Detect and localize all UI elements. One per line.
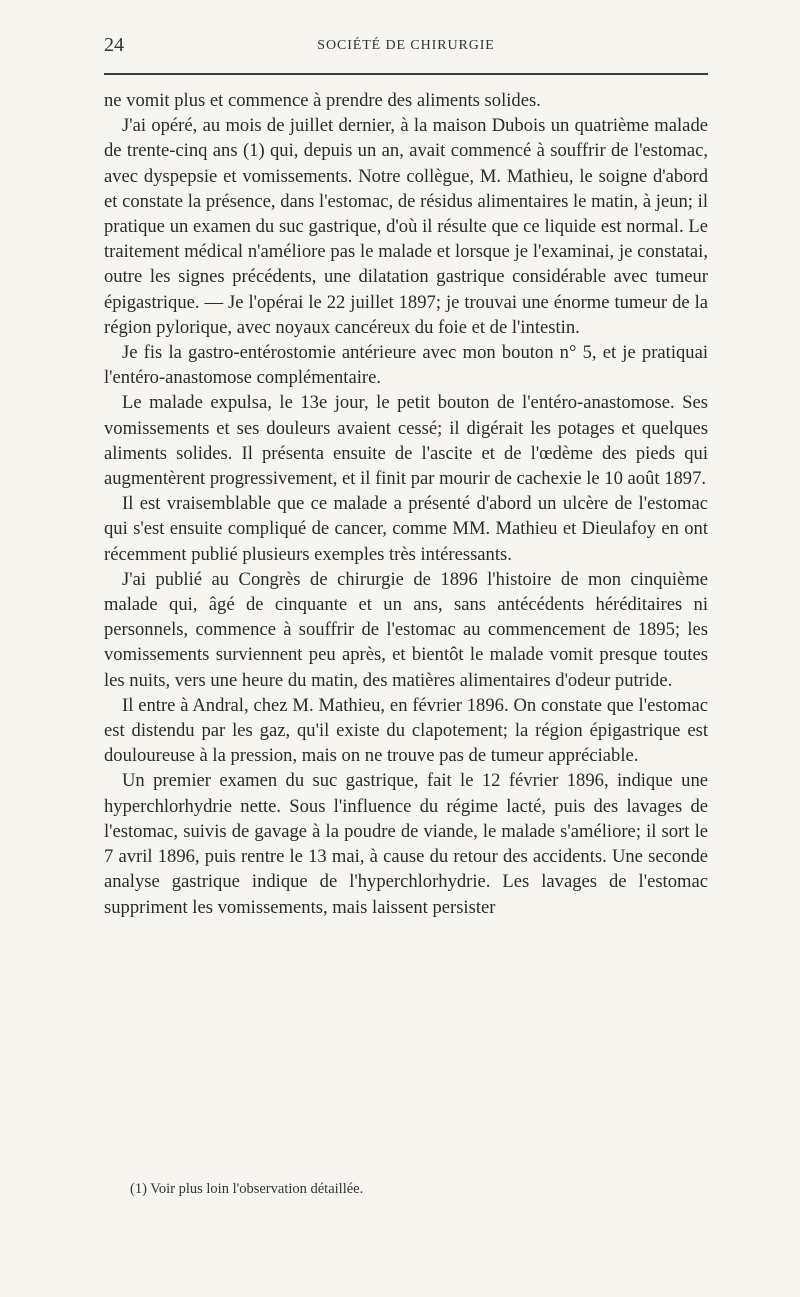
paragraph-4: Le malade expulsa, le 13e jour, le petit bouton de l'entéro-anastomose. Ses vomissements et ses douleurs avaient cessé; il digérait les potages et quelques aliments solides. Il présenta ensuite de l'ascite et de l'œdème des pieds qui augmentèrent progressivement, et il finit par mourir de cachexie le 10 août 1897. xyxy=(104,392,708,490)
body-text xyxy=(104,88,708,920)
paragraph-8: Un premier examen du suc gastrique, fait le 12 février 1896, indique une hyperchlorhydrie nette. Sous l'influence du régime lacté, puis des lavages de l'estomac, suivis de gavage à la poudre de viande, le malade s'améliore; il sort le 7 avril 1896, puis rentre le 13 mai, à cause du retour des accidents. Une seconde analyse gastrique indique de l'hyperchlorhydrie. Les lavages de l'estomac suppriment les vomissements, mais laissent persister xyxy=(104,770,708,918)
paragraph-1: ne vomit plus et commence à prendre des aliments solides. xyxy=(104,90,541,111)
paragraph-3: Je fis la gastro-entérostomie antérieure avec mon bouton n° 5, et je pratiquai l'entéro-anastomose complémentaire. xyxy=(104,342,708,389)
footnote: (1) Voir plus loin l'observation détaillée. xyxy=(130,1181,364,1197)
paragraph-2: J'ai opéré, au mois de juillet dernier, à la maison Dubois un quatrième malade de trente-cinq ans (1) qui, depuis un an, avait commencé à souffrir de l'estomac, avec dyspepsie et vomissements. Notre collègue, M. Mathieu, le soigne d'abord et constate la présence, dans l'estomac, de résidus alimentaires le matin, à jeun; il pratique un examen du suc gastrique, d'où il résulte que ce liquide est normal. Le traitement médical n'améliore pas le malade et lorsque je l'examinai, je constatai, outre les signes précédents, une dilatation gastrique considérable avec tumeur épigastrique. — Je l'opérai le 22 juillet 1897; je trouvai une énorme tumeur de la région pylorique, avec noyaux cancéreux du foie et de l'intestin. xyxy=(104,115,708,338)
running-head: SOCIÉTÉ DE CHIRURGIE xyxy=(317,38,495,53)
paragraph-7: Il entre à Andral, chez M. Mathieu, en février 1896. On constate que l'estomac est distendu par les gaz, qu'il existe du clapotement; la région épigastrique est douloureuse à la pression, mais on ne trouve pas de tumeur appréciable. xyxy=(104,694,708,767)
page-header xyxy=(104,30,708,70)
paragraph-5: Il est vraisemblable que ce malade a présenté d'abord un ulcère de l'estomac qui s'est ensuite compliqué de cancer, comme MM. Mathieu et Dieulafoy en ont récemment publié plusieurs exemples très intéressants. xyxy=(104,493,708,565)
page-number: 24 xyxy=(104,34,124,56)
header-rule xyxy=(104,73,708,75)
paragraph-6: J'ai publié au Congrès de chirurgie de 1896 l'histoire de mon cinquième malade qui, âgé de cinquante et un ans, sans antécédents héréditaires ni personnels, commence à souffrir de l'estomac au commencement de 1895; les vomissements surviennent peu après, et bientôt le malade vomit presque toutes les nuits, vers une heure du matin, des matières alimentaires d'odeur putride. xyxy=(104,568,708,691)
